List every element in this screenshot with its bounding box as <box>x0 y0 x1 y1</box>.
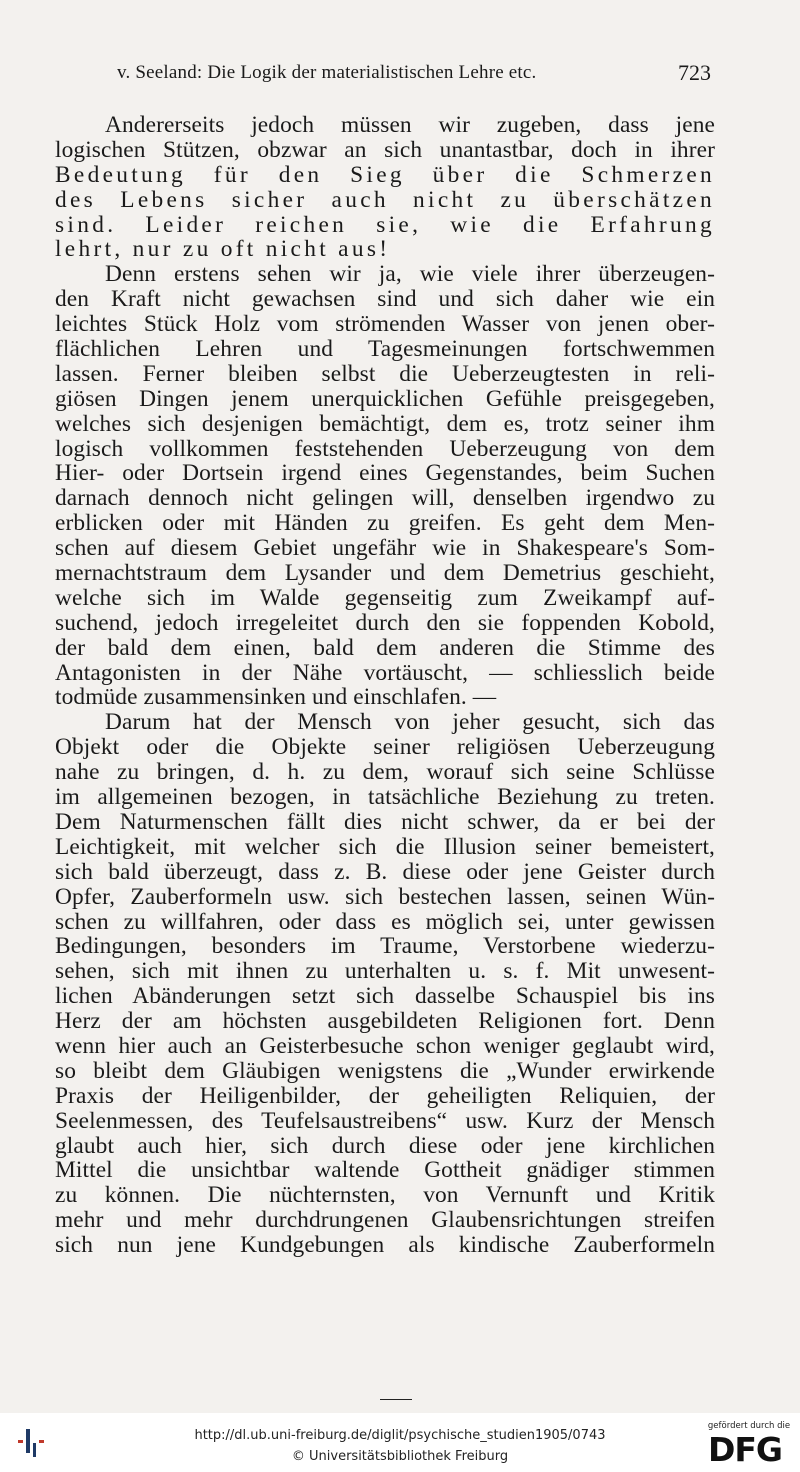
text-line: so bleibt dem Gläubigen wenigstens die „Wunder erwirkende <box>55 1057 715 1084</box>
copyright-notice: © Universitätsbibliothek Freiburg <box>291 1449 509 1464</box>
text-line: mernachtstraum dem Lysander und dem Demetrius geschieht, <box>55 560 715 587</box>
running-head: v. Seeland: Die Logik der materialistischen Lehre etc. <box>117 62 537 83</box>
text-line: den Kraft nicht gewachsen sind und sich daher wie ein <box>55 286 715 313</box>
viewer-footer <box>0 1413 800 1472</box>
text-line: Denn erstens sehen wir ja, wie viele ihrer überzeugen- <box>105 261 715 288</box>
text-line: welches sich desjenigen bemächtigt, dem es, trotz seiner ihm <box>55 410 715 437</box>
text-line: welche sich im Walde gegenseitig zum Zweikampf auf- <box>55 584 715 611</box>
text-line: sind. Leider reichen sie, wie die Erfahrung <box>55 211 715 238</box>
text-line: mehr und mehr durchdrungenen Glaubensrichtungen streifen <box>55 1207 715 1234</box>
text-line: glaubt auch hier, sich durch diese oder jene kirchlichen <box>55 1132 715 1159</box>
text-line: lassen. Ferner bleiben selbst die Ueberzeugtesten in reli- <box>55 360 715 387</box>
permalink-url[interactable]: http://dl.ub.uni-freiburg.de/diglit/psychische_studien1905/0743 <box>194 1428 606 1443</box>
text-line: lehrt, nur zu oft nicht aus! <box>55 236 391 263</box>
text-line: Antagonisten in der Nähe vortäuscht, — schliesslich beide <box>55 659 715 686</box>
text-line: Darum hat der Mensch von jeher gesucht, sich das <box>105 709 715 736</box>
text-line: zu können. Die nüchternsten, von Vernunft und Kritik <box>55 1182 715 1209</box>
text-line: sich bald überzeugt, dass z. B. diese oder jene Geister durch <box>55 858 715 885</box>
text-line: der bald dem einen, bald dem anderen die Stimme des <box>55 634 715 661</box>
text-line: logisch vollkommen feststehenden Ueberzeugung von dem <box>55 435 715 462</box>
text-line: Andererseits jedoch müssen wir zugeben, dass jene <box>105 112 715 138</box>
page-header <box>55 58 715 94</box>
text-line: logischen Stützen, obzwar an sich unantastbar, doch in ihrer <box>55 136 715 163</box>
text-line: Praxis der Heiligenbilder, der geheiligten Reliquien, der <box>55 1082 715 1109</box>
text-line: sehen, sich mit ihnen zu unterhalten u. s. f. Mit unwesent- <box>55 958 715 985</box>
text-line: Bedingungen, besonders im Traume, Verstorbene wiederzu- <box>55 933 715 960</box>
text-line: des Lebens sicher auch nicht zu überschätzen <box>55 186 715 213</box>
text-line: sich nun jene Kundgebungen als kindische Zauberformeln <box>55 1232 715 1259</box>
text-line: leichtes Stück Holz vom strömenden Wasser von jenen ober- <box>55 311 715 338</box>
text-line: darnach dennoch nicht gelingen will, denselben irgendwo zu <box>55 485 715 512</box>
text-line: giösen Dingen jenem unerquicklichen Gefühle preisgegeben, <box>55 385 715 412</box>
page-number: 723 <box>678 60 711 85</box>
text-line: flächlichen Lehren und Tagesmeinungen fortschwemmen <box>55 336 715 363</box>
text-line: Objekt oder die Objekte seiner religiösen Ueberzeugung <box>55 734 715 761</box>
dfg-logo[interactable] <box>706 1421 792 1467</box>
text-line: Mittel die unsichtbar waltende Gottheit gnädiger stimmen <box>55 1157 715 1184</box>
text-line: erblicken oder mit Händen zu greifen. Es geht dem Men- <box>55 510 715 537</box>
text-line: Dem Naturmenschen fällt dies nicht schwer, da er bei der <box>55 808 715 835</box>
text-line: Hier- oder Dortsein irgend eines Gegenstandes, beim Suchen <box>55 460 715 487</box>
text-line: lichen Abänderungen setzt sich dasselbe Schauspiel bis ins <box>55 983 715 1010</box>
text-line: Seelenmessen, des Teufelsaustreibens“ usw. Kurz der Mensch <box>55 1107 715 1134</box>
text-line: im allgemeinen bezogen, in tatsächliche Beziehung zu treten. <box>55 784 715 811</box>
text-line: wenn hier auch an Geisterbesuche schon weniger geglaubt wird, <box>55 1032 715 1059</box>
text-line: todmüde zusammensinken und einschlafen. — <box>55 684 497 711</box>
text-line: Bedeutung für den Sieg über die Schmerzen <box>55 161 715 188</box>
body-text <box>55 113 715 1258</box>
footer-rule <box>380 1399 412 1400</box>
text-line: schen auf diesem Gebiet ungefähr wie in Shakespeare's Som- <box>55 535 715 562</box>
text-line: nahe zu bringen, d. h. zu dem, worauf sich seine Schlüsse <box>55 759 715 786</box>
text-line: Leichtigkeit, mit welcher sich die Illusion seiner bemeistert, <box>55 833 715 860</box>
text-line: schen zu willfahren, oder dass es möglich sei, unter gewissen <box>55 908 715 935</box>
dfg-caption: gefördert durch die <box>707 1421 791 1431</box>
dfg-wordmark: DFG <box>708 1430 783 1469</box>
text-line: Herz der am höchsten ausgebildeten Religionen fort. Denn <box>55 1008 715 1035</box>
text-line: Opfer, Zauberformeln usw. sich bestechen lassen, seinen Wün- <box>55 883 715 910</box>
text-line: suchend, jedoch irregeleitet durch den sie foppenden Kobold, <box>55 609 715 636</box>
